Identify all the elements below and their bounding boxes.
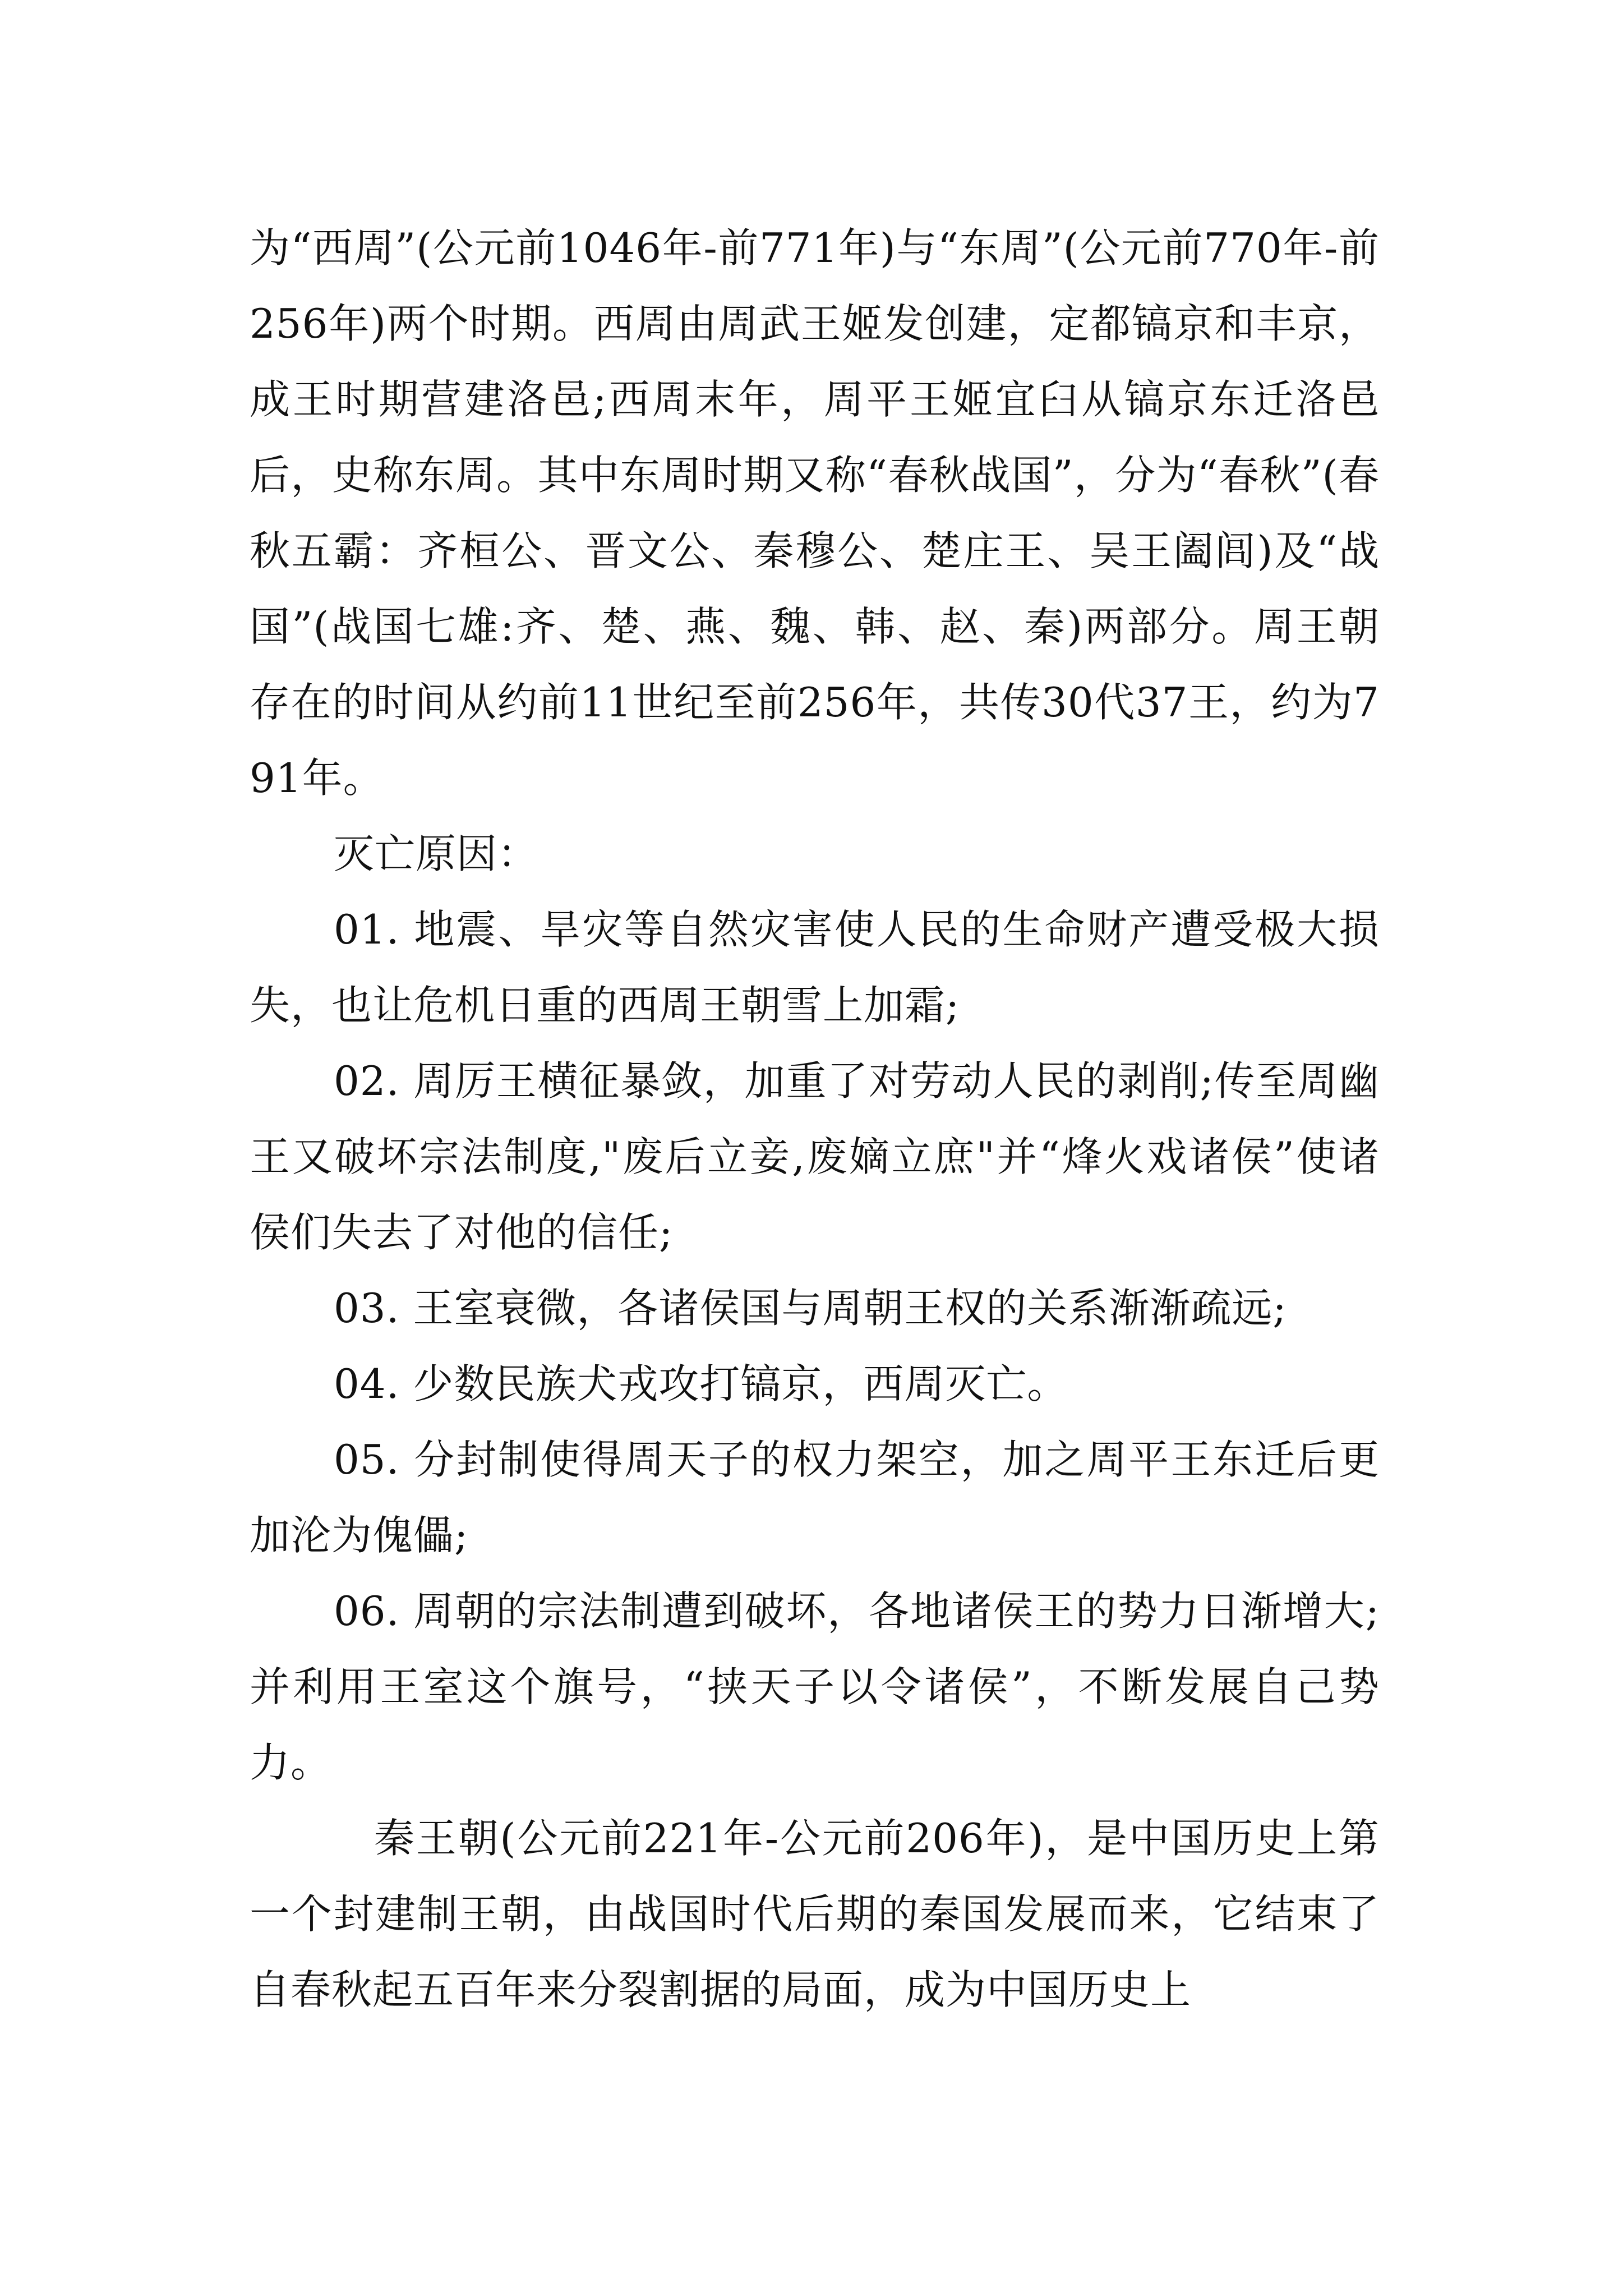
paragraph-reason-01: 01. 地震、旱灾等自然灾害使人民的生命财产遭受极大损失，也让危机日重的西周王朝雪上加霜; [250, 906, 1380, 1029]
paragraph-reason-06: 06. 周朝的宗法制遭到破坏，各地诸侯王的势力日渐增大;并利用王室这个旗号，“挟天子以令诸侯”，不断发展自己势力。 [250, 1588, 1380, 1786]
paragraph-reason-02: 02. 周厉王横征暴敛，加重了对劳动人民的剥削;传至周幽王又破坏宗法制度,"废后立妾,废嫡立庶"并“烽火戏诸侯”使诸侯们失去了对他的信任; [250, 1057, 1380, 1256]
paragraph-qin-dynasty: 秦王朝(公元前221年-公元前206年)，是中国历史上第一个封建制王朝，由战国时代后期的秦国发展而来，它结束了自春秋起五百年来分裂割据的局面，成为中国历史上 [250, 1815, 1380, 2013]
paragraph-reason-04: 04. 少数民族犬戎攻打镐京，西周灭亡。 [334, 1360, 1068, 1407]
paragraph-decline-heading: 灭亡原因： [334, 830, 539, 877]
paragraph-reason-05: 05. 分封制使得周天子的权力架空，加之周平王东迁后更加沦为傀儡; [250, 1436, 1380, 1559]
document-body [250, 210, 1380, 2028]
paragraph-reason-03: 03. 王室衰微，各诸侯国与周朝王权的关系渐渐疏远; [334, 1285, 1287, 1332]
paragraph-zhou-periods: 为“西周”(公元前1046年-前771年)与“东周”(公元前770年-前256年)两个时期。西周由周武王姬发创建，定都镐京和丰京，成王时期营建洛邑;西周末年，周平王姬宜臼从镐京东迁洛邑后，史称东周。其中东周时期又称“春秋战国”，分为“春秋”(春秋五霸：齐桓公、晋文公、秦穆公、楚庄王、吴王阖闾)及“战国”(战国七雄:齐、楚、燕、魏、韩、赵、秦)两部分。周王朝存在的时间从约前11世纪至前256年，共传30代37王，约为791年。 [250, 224, 1380, 802]
